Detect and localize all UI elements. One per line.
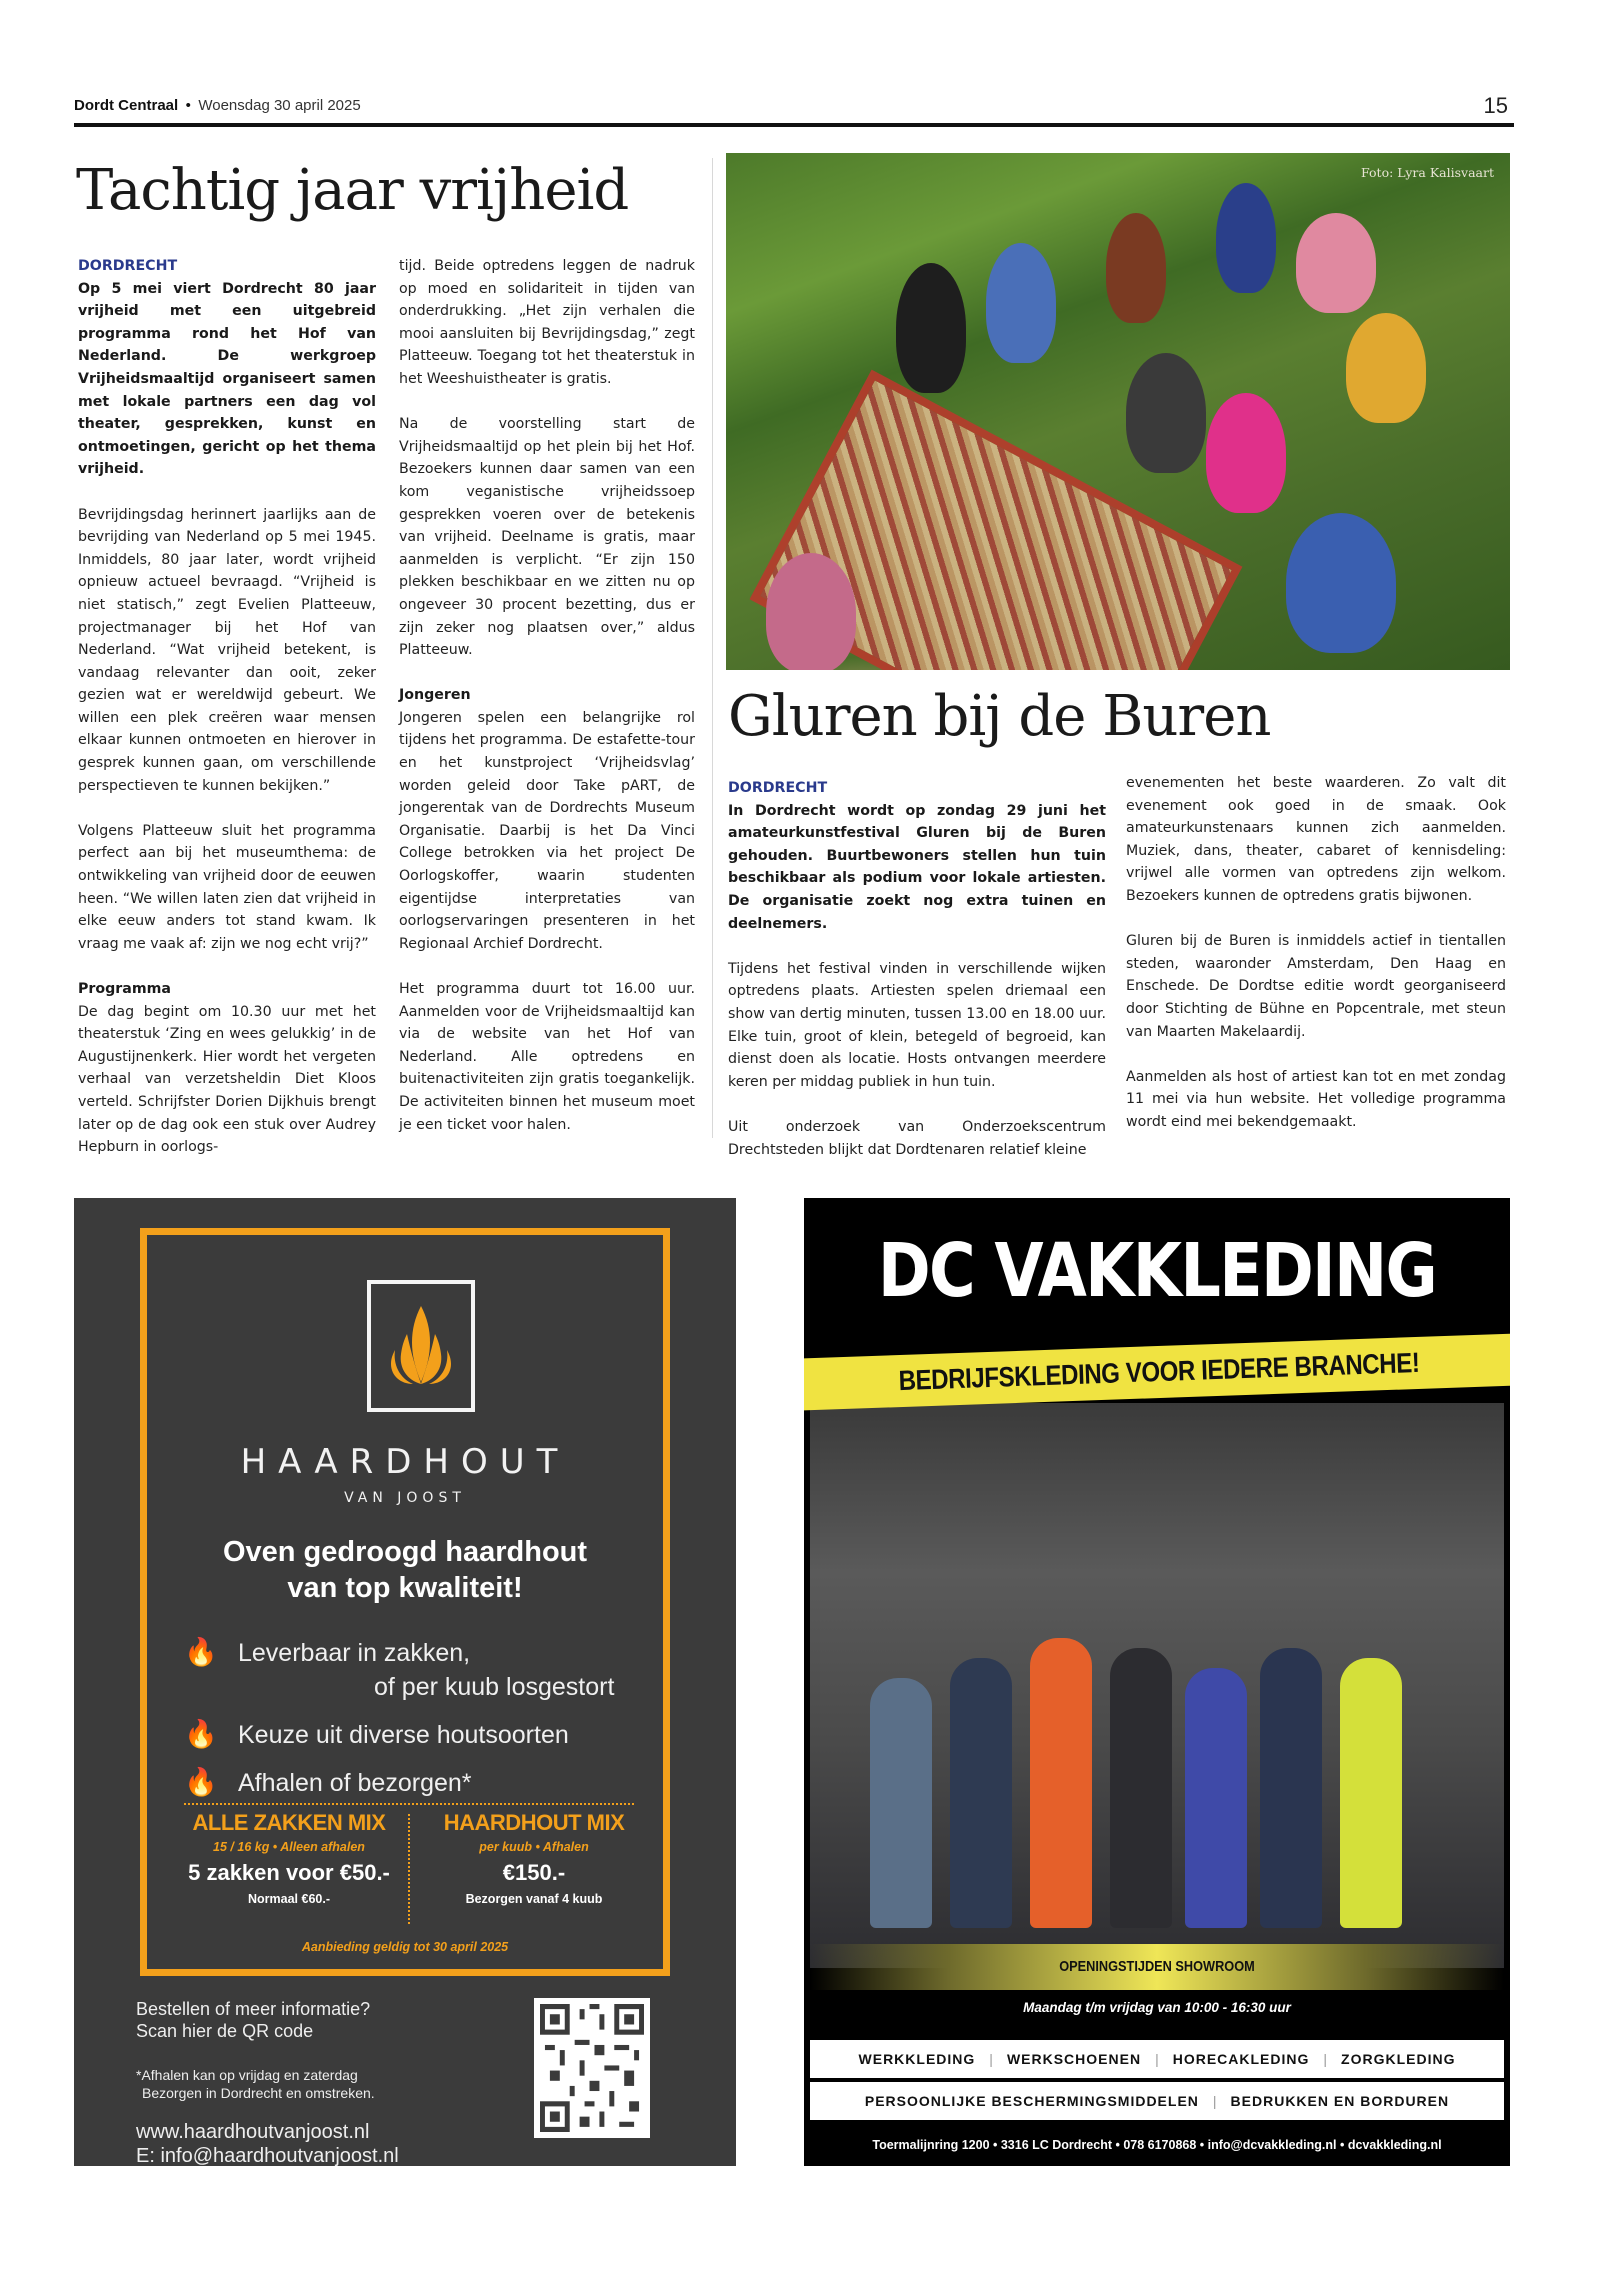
paragraph: Gluren bij de Buren is inmiddels actief in tientallen steden, waaronder Amsterdam, Den Haag en Enschede. De Dordtse editie wordt georganiseerd door Stichting de Bühne en Popcentrale, met steun van Maarten Makelaardij. [1126,933,1506,1040]
audience-figure [1296,213,1376,313]
offer-haardhout-mix [419,1810,649,1906]
pickup-footnote [136,2066,375,2102]
tape-text: BEDRIJFSKLEDING VOOR IEDERE BRANCHE! [898,1346,1420,1397]
audience-figure [1206,393,1286,513]
feature-text: Leverbaar in zakken, [238,1639,471,1667]
offer-title: ALLE ZAKKEN MIX [192,1810,386,1835]
photo-credit: Foto: Lyra Kalisvaart [1361,165,1494,180]
question-line: Bestellen of meer informatie? [136,1999,371,2019]
flame-icon: 🔥 [184,1719,218,1749]
article-lead: Op 5 mei viert Dordrecht 80 jaar vrijheid met een uitgebreid programma rond het Hof van Nederland. De werkgroep Vrijheidsmaaltijd organiseert samen met lokale partners een dag vol theater, gesprekken, kunst en ontmoetingen, gericht op het thema vrijheid. [78,280,376,478]
paragraph: Bevrijdingsdag herinnert jaarlijks aan de bevrijding van Nederland op 5 mei 1945. Inmiddels, 80 jaar later, wordt vrijheid opnieuw actueel bevraagd. “Vrijheid is niet statisch,” zegt Evelien Platteeuw, projectmanager bij het Hof van Nederland. “Wat vrijheid betekent, is vandaag relevanter dan ooit, zeker gezien wat er wereldwijd gebeurt. We willen een plek creëren waar mensen elkaar kunnen ontmoeten en hierover in gesprek kunnen gaan, om verschillende perspectieven te kunnen bekijken.” [78,506,376,794]
audience-figure [986,243,1056,363]
dateline: DORDRECHT [78,258,178,274]
separator: | [1212,2093,1217,2109]
category-bedrukken: BEDRUKKEN EN BORDUREN [1230,2093,1450,2109]
caution-tape-banner [804,1333,1510,1410]
contact-info [136,2120,399,2168]
category-werkkleding: WERKKLEDING [858,2051,976,2067]
flame-logo-icon [371,1284,471,1408]
category-werkschoenen: WERKSCHOENEN [1006,2051,1142,2067]
opening-hours: Maandag t/m vrijdag van 10:00 - 16:30 uur [1023,2000,1291,2015]
issue-date: Woensdag 30 april 2025 [198,97,361,114]
paragraph: Het programma duurt tot 16.00 uur. Aanmelden voor de Vrijheidsmaaltijd kan via de website van het Hof van Nederland. Alle optredens en buitenactiviteiten zijn gratis toegankelijk. De activiteiten binnen het museum moet je een ticket voor halen. [399,981,695,1133]
separator: | [989,2051,993,2067]
ad-tagline [74,1534,736,1606]
audience-figure [1106,213,1166,323]
question-line: Scan hier de QR code [136,2021,314,2041]
paragraph: Jongeren spelen een belangrijke rol tijdens het programma. De estafette-tour en het kunstproject ‘Vrijheidsvlag’ worden geleid door Take pART, de jongerentak van de Dordrechts Museum Organisatie. Daarbij is het Da Vinci College betrokken via het project De Oorlogskoffer, waarin studenten eigentijdse interpretaties van oorlogservaringen presenteren in het Regionaal Archief Dordrecht. [399,709,695,952]
model-figure [1185,1668,1247,1928]
qr-code[interactable] [534,1998,650,2138]
offer-validity: Aanbieding geldig tot 30 april 2025 [301,1940,509,1954]
opening-hours-label: OPENINGSTIJDEN SHOWROOM [1059,1958,1255,1975]
dc-brand-title: DC VAKKLEDING [877,1228,1437,1314]
offer-note: Bezorgen vanaf 4 kuub [465,1892,603,1906]
opening-hours-banner [810,1944,1504,1990]
article-headline-vrijheid: Tachtig jaar vrijheid [76,158,629,223]
model-figure [1110,1648,1172,1928]
newspaper-name: Dordt Centraal [74,97,179,114]
dateline: DORDRECHT [728,780,828,796]
paragraph: Tijdens het festival vinden in verschillende wijken optredens plaats. Artiesten spelen driemaal een show van dertig minuten, tussen 13.00 en 18.00 uur. Elke tuin, groot of klein, betegeld of begroeid, kan dienst doen als locatie. Hosts ontvangen meerdere keren per middag publiek in hun tuin. [728,960,1106,1090]
offer-price: €150.- [502,1860,566,1885]
feature-item [182,1718,682,1766]
separator: | [1155,2051,1159,2067]
feature-text: of per kuub losgestort [374,1673,615,1701]
model-figure [1340,1658,1402,1928]
category-zorgkleding: ZORGKLEDING [1341,2051,1456,2067]
brand-subtitle: VAN JOOST [344,1490,466,1506]
footnote-line: Bezorgen in Dordrecht en omstreken. [142,2085,375,2101]
email-link[interactable]: E: info@haardhoutvanjoost.nl [136,2145,399,2167]
feature-item [182,1636,682,1718]
dc-contact-address: Toermalijnring 1200 • 3316 LC Dordrecht • 078 6170868 • info@dcvakkleding.nl • dcvakkleding.nl [872,2138,1442,2152]
advertisement-haardhout[interactable] [74,1198,736,2166]
article-headline-gluren: Gluren bij de Buren [728,684,1271,749]
category-row [810,2082,1504,2120]
article-lead: In Dordrecht wordt op zondag 29 juni het amateurkunstfestival Gluren bij de Buren gehouden. Buurtbewoners stellen hun tuin beschikbaar als podium voor lokale artiesten. De organisatie zoekt nog extra tuinen en deelnemers. [728,802,1106,932]
offer-alle-zakken [174,1810,404,1906]
audience-figure [1286,513,1396,653]
page-number: 15 [1483,93,1508,118]
feature-item [182,1766,682,1814]
column-divider [712,158,713,1138]
dotted-divider [408,1814,410,1924]
guitarist-figure [766,553,856,670]
subheading-jongeren: Jongeren [399,687,471,704]
masthead [74,93,1514,127]
flame-icon: 🔥 [184,1767,218,1797]
qr-code-icon [540,2004,644,2132]
workwear-models-photo [810,1403,1504,1968]
brand-name: HAARDHOUT [240,1442,570,1482]
paragraph: Uit onderzoek van Onderzoekscentrum Drechtsteden blijkt dat Dordtenaren relatief kleine [728,1118,1106,1158]
category-pbm: PERSOONLIJKE BESCHERMINGSMIDDELEN [864,2093,1199,2109]
model-figure [1030,1638,1092,1928]
feature-text: Afhalen of bezorgen* [238,1769,472,1797]
tagline-line: Oven gedroogd haardhout [222,1536,588,1568]
offer-subtitle: 15 / 16 kg • Alleen afhalen [213,1840,365,1854]
article-vrijheid-column-1 [78,255,376,1181]
paragraph: evenementen het beste waarderen. Zo valt dit evenement ook goed in de smaak. Ook amateurkunstenaars kunnen zich aanmelden. Muziek, dans, theater, cabaret of kennisdeling: vrijwel alle vormen van optredens zijn welkom. Bezoekers kunnen de optredens gratis bijwonen. [1126,775,1506,904]
subheading-programma: Programma [78,981,172,997]
offer-note: Normaal €60.- [248,1892,330,1906]
website-link[interactable]: www.haardhoutvanjoost.nl [136,2121,370,2143]
audience-figure [896,263,966,393]
audience-figure [1346,313,1426,423]
audience-figure [1216,183,1276,293]
footnote-line: *Afhalen kan op vrijdag en zaterdag [136,2067,358,2083]
advertisement-dc-vakkleding[interactable] [804,1198,1510,2166]
offer-title: HAARDHOUT MIX [443,1810,625,1835]
category-row [810,2040,1504,2078]
audience-figure [1126,353,1206,473]
offer-subtitle: per kuub • Afhalen [479,1840,589,1854]
article-gluren-column-1 [728,777,1106,1184]
order-question [136,1998,370,2042]
dotted-divider [184,1803,634,1805]
paragraph: De dag begint om 10.30 uur met het theaterstuk ‘Zing en wees gelukkig’ in de Augustijnenkerk. Hier wordt het vergeten verhaal van verzetsheldin Diet Kloos verteld. Schrijfster Dorien Dijkhuis brengt later op de dag ook een stuk over Audrey Hepburn in oorlogs- [78,1003,376,1156]
feature-text: Keuze uit diverse houtsoorten [238,1721,569,1749]
model-figure [870,1678,932,1928]
haardhout-logo [367,1280,475,1412]
article-gluren-column-2 [1126,772,1506,1156]
garden-concert-photo [726,153,1510,670]
offer-price: 5 zakken voor €50.- [188,1860,390,1885]
paragraph: Volgens Platteeuw sluit het programma perfect aan bij het museumthema: de ontwikkeling van vrijheid door de eeuwen heen. “We willen laten zien dat vrijheid in elke eeuw anders tot stand kwam. Ik vraag me vaak af: zijn we nog echt vrij?” [78,822,376,952]
flame-icon: 🔥 [184,1637,218,1667]
separator: | [1323,2051,1328,2067]
model-figure [1260,1648,1322,1928]
paragraph: tijd. Beide optredens leggen de nadruk op moed en solidariteit in tijden van onderdrukking. „Het zijn verhalen die mooi aansluiten bij Bevrijdingsdag,” zegt Platteeuw. Toegang tot het theaterstuk in het Weeshuistheater is gratis. [399,258,695,387]
paragraph: Aanmelden als host of artiest kan tot en met zondag 11 mei via hun website. Het volledige programma wordt eind mei bekendgemaakt. [1126,1068,1506,1130]
model-figure [950,1658,1012,1928]
article-vrijheid-column-2 [399,255,695,1159]
paragraph: Na de voorstelling start de Vrijheidsmaaltijd op het plein bij het Hof. Bezoekers kunnen daar samen van een kom veganistische vrijheidssoep gesprekken voeren over de betekenis van vrijheid. Deelname is gratis, maar aanmelden is verplicht. “Er zijn 150 plekken beschikbaar en we zitten nu op ongeveer 30 procent bezetting, dus er zijn zeker nog plaatsen over,” aldus Platteeuw. [399,416,695,659]
tagline-line: van top kwaliteit! [287,1572,523,1604]
category-horecakleding: HORECAKLEDING [1172,2051,1310,2067]
masthead-separator: • [185,97,191,114]
feature-list [182,1636,682,1814]
